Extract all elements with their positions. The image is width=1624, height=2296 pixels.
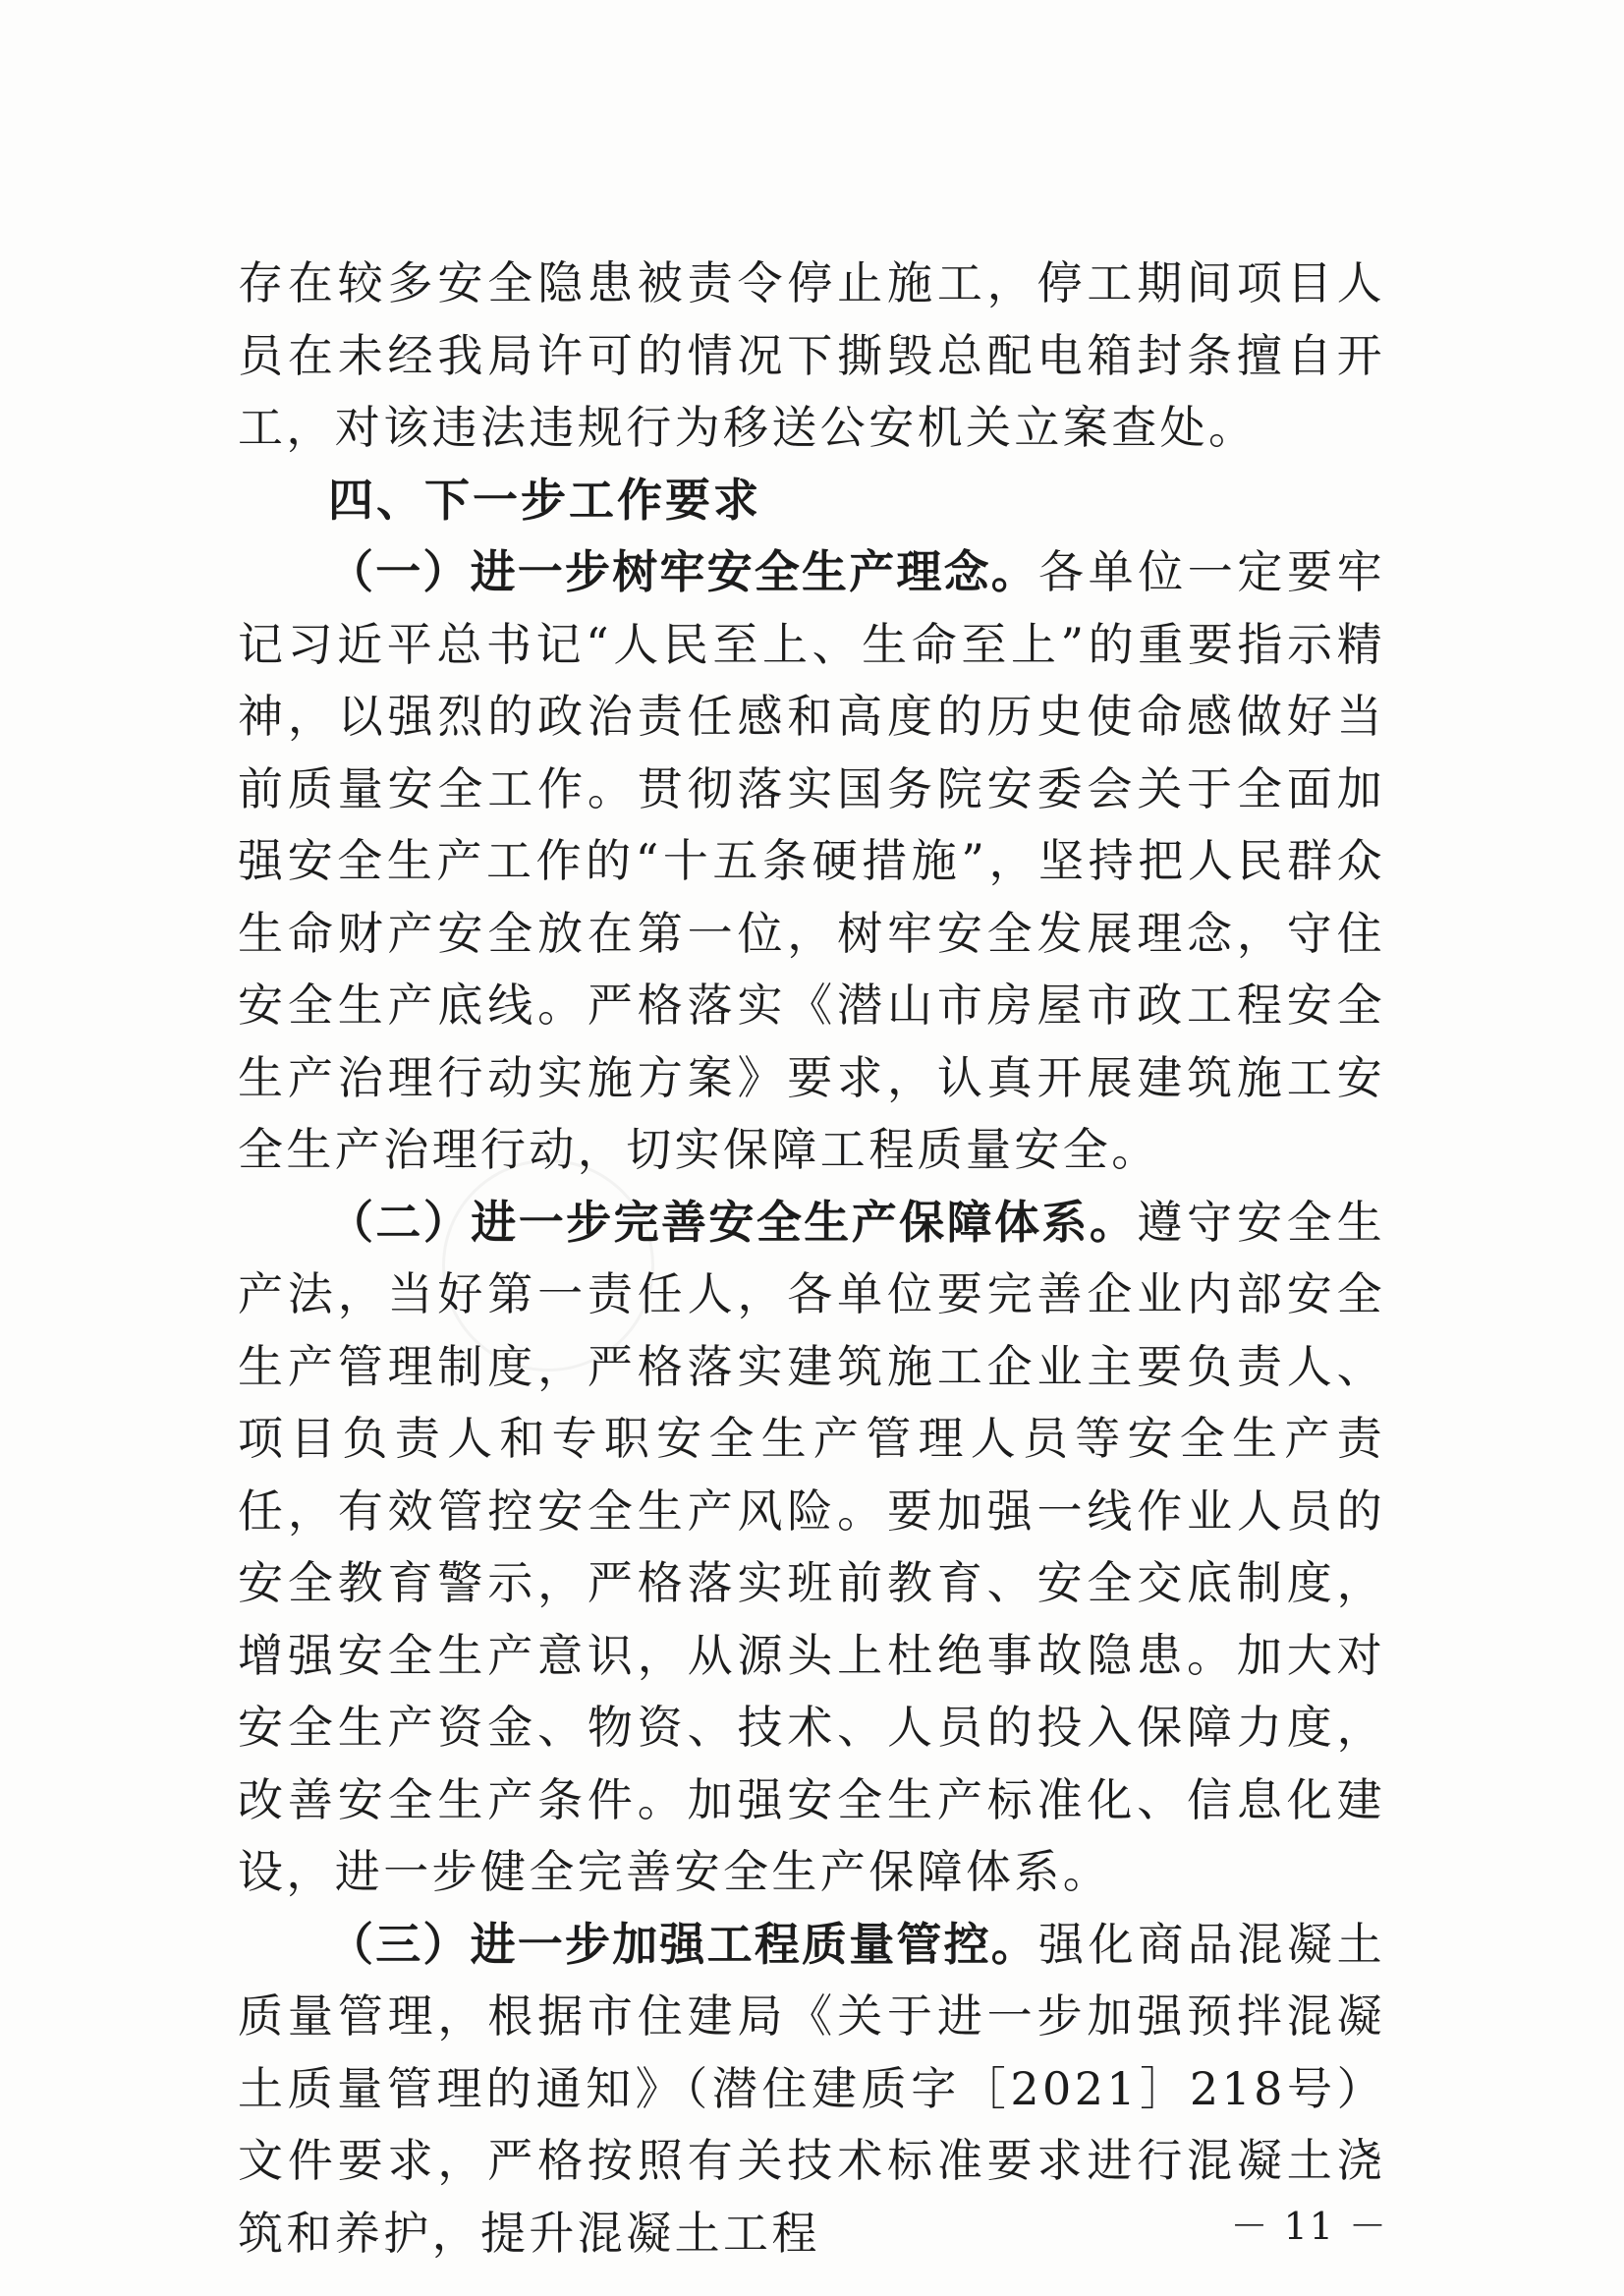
- item-2-paragraph: [238, 1187, 1385, 1909]
- page-number: － 11 －: [1230, 2205, 1388, 2248]
- item-1-paragraph: [238, 536, 1385, 1187]
- continuation-paragraph: 存在较多安全隐患被责令停止施工，停工期间项目人员在未经我局许可的情况下撕毁总配电箱封条擅自开工，对该违法违规行为移送公安机关立案查处。: [238, 256, 1385, 454]
- item-3-paragraph: [238, 1909, 1385, 2270]
- document-body: [238, 248, 1385, 2269]
- item-1-body: 各单位一定要牢记习近平总书记“人民至上、生命至上”的重要指示精神，以强烈的政治责任感和高度的历史使命感做好当前质量安全工作。贯彻落实国务院安委会关于全面加强安全生产工作的“十五条硬措施”，坚持把人民群众生命财产安全放在第一位，树牢安全发展理念，守住安全生产底线。严格落实《潜山市房屋市政工程安全生产治理行动实施方案》要求，认真开展建筑施工安全生产治理行动，切实保障工程质量安全。: [238, 545, 1385, 1176]
- item-3-body: 强化商品混凝土质量管理，根据市住建局《关于进一步加强预拌混凝土质量管理的通知》（潜住建质字［2021］218号）文件要求，严格按照有关技术标准要求进行混凝土浇筑和养护，提升混凝土工程: [238, 1917, 1385, 2260]
- item-2-lead: （二）进一步完善安全生产保障体系。: [328, 1195, 1138, 1249]
- item-2-body: 遵守安全生产法，当好第一责任人，各单位要完善企业内部安全生产管理制度，严格落实建筑施工企业主要负责人、项目负责人和专职安全生产管理人员等安全生产责任，有效管控安全生产风险。要加强一线作业人员的安全教育警示，严格落实班前教育、安全交底制度，增强安全生产意识，从源头上杜绝事故隐患。加大对安全生产资金、物资、技术、人员的投入保障力度，改善安全生产条件。加强安全生产标准化、信息化建设，进一步健全完善安全生产保障体系。: [238, 1195, 1386, 1898]
- item-1-lead: （一）进一步树牢安全生产理念。: [328, 545, 1038, 598]
- item-3-lead: （三）进一步加强工程质量管控。: [328, 1917, 1038, 1971]
- section-heading: 四、下一步工作要求: [328, 473, 761, 527]
